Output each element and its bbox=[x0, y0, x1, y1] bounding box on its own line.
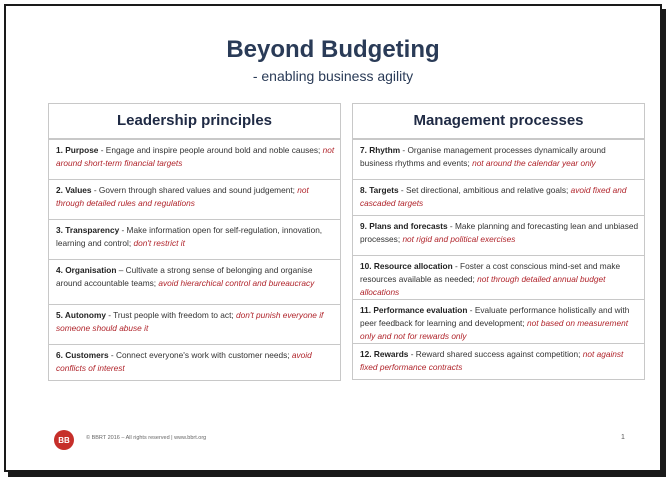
principle-label: 5. Autonomy bbox=[56, 310, 106, 320]
principle-label: 6. Customers bbox=[56, 350, 109, 360]
bbrt-logo-icon bbox=[54, 430, 74, 450]
principle-label: 11. Performance evaluation bbox=[360, 305, 468, 315]
principle-label: 9. Plans and forecasts bbox=[360, 221, 448, 231]
principle-negation: avoid hierarchical control and bureaucracy bbox=[158, 278, 315, 288]
principle-label: 12. Rewards bbox=[360, 349, 409, 359]
leadership-principles-panel bbox=[48, 103, 341, 381]
principle-item bbox=[353, 343, 644, 379]
principle-text: - Reward shared success against competition; bbox=[408, 349, 583, 359]
principle-label: 7. Rhythm bbox=[360, 145, 401, 155]
principle-item bbox=[49, 344, 340, 380]
principle-negation: avoid conflicts of interest bbox=[56, 350, 312, 373]
slide-title: Beyond Budgeting bbox=[226, 36, 440, 63]
principle-negation: not through detailed annual budget allocations bbox=[360, 274, 606, 297]
management-processes-panel bbox=[352, 103, 645, 380]
principle-item bbox=[353, 179, 644, 215]
principle-text: - Evaluate performance holistically and with peer feedback for learning and development; bbox=[360, 305, 630, 328]
principle-negation: not through detailed rules and regulations bbox=[56, 185, 309, 208]
principle-item bbox=[49, 304, 340, 344]
principle-item bbox=[353, 139, 644, 179]
principle-negation: not rigid and political exercises bbox=[402, 234, 516, 244]
principle-label: 10. Resource allocation bbox=[360, 261, 453, 271]
principle-item bbox=[353, 299, 644, 343]
principle-negation: not around the calendar year only bbox=[472, 158, 596, 168]
principle-negation: not around short-term financial targets bbox=[56, 145, 335, 168]
principle-negation: not against fixed performance contracts bbox=[360, 349, 624, 372]
principle-item bbox=[353, 215, 644, 255]
management-heading: Management processes bbox=[353, 104, 644, 139]
principle-text: - Organise management processes dynamically around business rhythms and events; bbox=[360, 145, 606, 168]
principle-text: - Govern through shared values and sound judgement; bbox=[91, 185, 298, 195]
principle-text: – Cultivate a strong sense of belonging and organise around accountable teams; bbox=[56, 265, 313, 288]
slide bbox=[4, 4, 662, 472]
page-number: 1 bbox=[621, 434, 625, 441]
principle-text: - Set directional, ambitious and relative goals; bbox=[398, 185, 571, 195]
principle-text: - Make information open for self-regulation, innovation, learning and control; bbox=[56, 225, 323, 248]
principle-negation: not based on measurement only and not for rewards only bbox=[360, 318, 628, 341]
logo-text: BB bbox=[58, 435, 70, 445]
principle-item bbox=[49, 139, 340, 179]
principle-label: 3. Transparency bbox=[56, 225, 120, 235]
principle-negation: avoid fixed and cascaded targets bbox=[360, 185, 627, 208]
leadership-heading: Leadership principles bbox=[49, 104, 340, 139]
principle-item bbox=[49, 179, 340, 219]
footer-copyright: © BBRT 2016 – All rights reserved | www.bbrt.org bbox=[86, 435, 207, 441]
principle-text: - Connect everyone's work with customer needs; bbox=[108, 350, 292, 360]
principle-text: - Trust people with freedom to act; bbox=[105, 310, 236, 320]
principle-negation: don't restrict it bbox=[133, 238, 185, 248]
principle-negation: don't punish everyone if someone should abuse it bbox=[56, 310, 324, 333]
principle-label: 1. Purpose bbox=[56, 145, 99, 155]
principle-label: 8. Targets bbox=[360, 185, 399, 195]
principle-text: - Engage and inspire people around bold and noble causes; bbox=[98, 145, 323, 155]
principle-item bbox=[49, 259, 340, 304]
principle-item bbox=[353, 255, 644, 299]
principle-label: 2. Values bbox=[56, 185, 92, 195]
principle-item bbox=[49, 219, 340, 259]
principle-text: - Make planning and forecasting lean and unbiased processes; bbox=[360, 221, 639, 244]
principle-text: - Foster a cost conscious mind-set and make resources available as needed; bbox=[360, 261, 621, 284]
principle-label: 4. Organisation bbox=[56, 265, 117, 275]
slide-subtitle: - enabling business agility bbox=[252, 68, 414, 84]
